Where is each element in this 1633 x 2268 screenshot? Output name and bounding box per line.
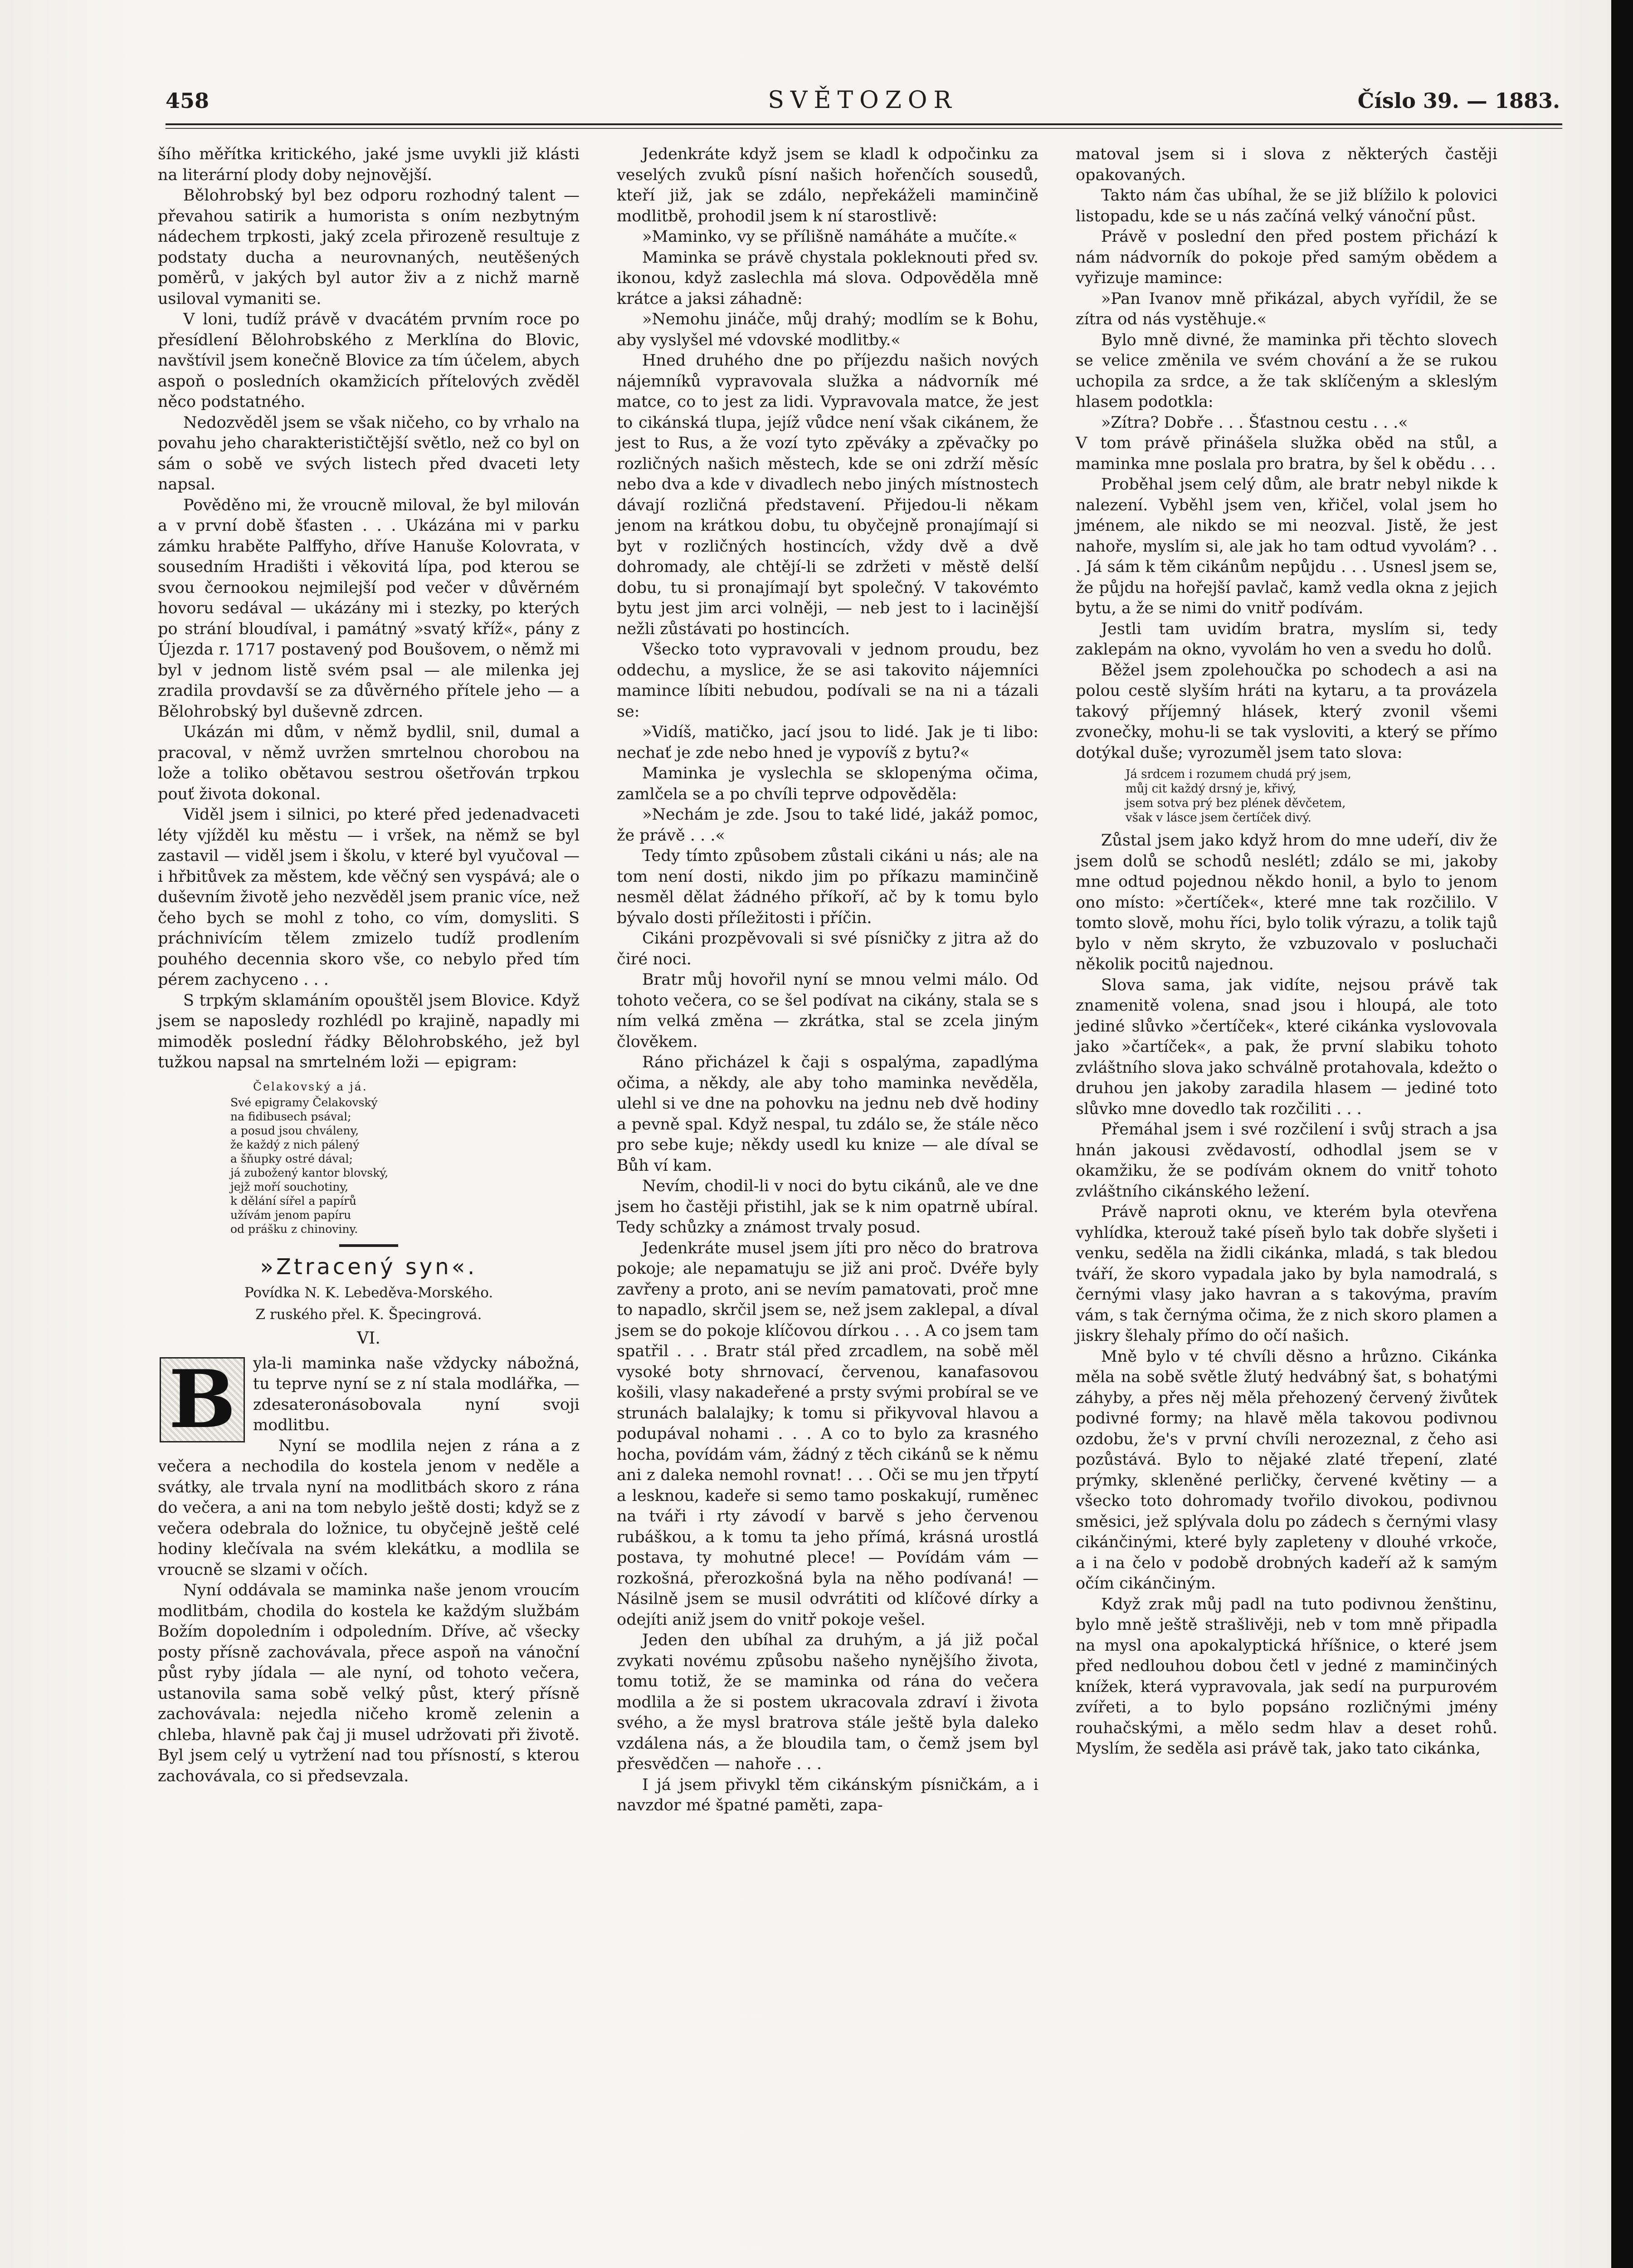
paragraph: »Nechám je zde. Jsou to také lidé, jakáž pomoc, že právě . . .« [617,806,1038,845]
epigram [230,1080,580,1236]
chapter-number: VI. [357,1329,380,1348]
column-3 [1076,144,1497,1760]
paragraph: Maminka je vyslechla se sklopenýma očima, zamlčela se a po chvíli teprve odpověděla: [617,764,1038,803]
epigram-line: a posud jsou chváleny, [230,1124,359,1137]
paragraph: Právě v poslední den před postem přichází k nám nádvorník do pokoje před samým obědem a vyřizuje mamince: [1076,228,1497,287]
paragraph: Všecko toto vypravovali v jednom proudu, bez oddechu, a myslice, že se asi takovito nájemníci mamince líbiti nebudou, podívali se na ni a tázali se: [617,640,1038,721]
paragraph: Nevím, chodil-li v noci do bytu cikánů, ale ve dne jsem ho častěji přistihl, jak se k nim opatrně ubíral. Tedy schůzky a známost trvaly posud. [617,1177,1038,1237]
paragraph: Běžel jsem zpolehoučka po schodech a asi na polou cestě slyším hráti na kytaru, a ta provázela takový příjemný hlásek, který zvonil všemi zvonečky, mohu-li se tak vysloviti, a který se přímo dotýkal duše; vyrozuměl jsem tato slova: [1076,661,1497,762]
verse-line: však v lásce jsem čertíček divý. [1126,811,1311,825]
header-rule-thin [166,128,1562,129]
paragraph: Bylo mně divné, že maminka při těchto slovech se velice změnila ve svém chování a že se rukou uchopila za srdce, a že tak sklíčeným a skleslým hlasem podotkla: [1076,331,1497,411]
epigram-title: Čelakovský a já. [253,1080,368,1093]
paragraph: yla-li maminka naše vždycky nábožná, tu teprve nyní se z ní stala modlářka, — zdesateronásobovala nyní svoji modlitbu. [253,1354,580,1434]
paragraph: »Vidíš, matičko, jací jsou to lidé. Jak je ti libo: nechať je zde nebo hned je vypovíš z bytu?« [617,723,1038,762]
paragraph: Ukázán mi dům, v němž bydlil, snil, dumal a pracoval, v němž uvržen smrtelnou chorobou na lože a toliko obětavou sestrou ošetřován trpkou pouť života dokonal. [158,723,580,803]
verse-line: jsem sotva prý bez plének děvčetem, [1126,797,1346,810]
paragraph: Přemáhal jsem i své rozčilení i svůj strach a jsa hnán jakousi zvědavostí, odhodlal jsem se v okamžiku, že se podívám oknem do vnitř tohoto zvláštního cikánského ležení. [1076,1120,1497,1201]
paragraph: Cikáni prozpěvovali si své písničky z jitra až do čiré noci. [617,929,1038,968]
paragraph: Bělohrobský byl bez odporu rozhodný talent — převahou satirik a humorista s oním nezbytným nádechem trpkosti, jaký zcela přirozeně resultuje z podstaty ducha a neurovnaných, neutěšených poměrů, v jakých byl autor živ a z nichž marně usiloval vymaniti se. [158,186,580,308]
epigram-line: já zubožený kantor blovský, [230,1166,389,1179]
issue-number: Číslo 39. — 1883. [1357,88,1560,113]
paragraph: Zůstal jsem jako když hrom do mne udeří, div že jsem dolů se schodů neslétl; zdálo se mi, jakoby mne odtud pojednou někdo honil, a bylo to jenom ono místo: »čertíček«, které mne tak rozčililo. V tomto slově, mohu říci, bylo tolik výrazu, a tolik tajů bylo v něm skryto, že vzbuzovalo v posluchači několik pocitů najednou. [1076,831,1497,973]
paragraph: Tedy tímto způsobem zůstali cikáni u nás; ale na tom není dosti, nikdo jim po příkazu maminčině nesměl dělat žádného příkoří, ač by k tomu bylo bývalo dosti příležitosti i příčin. [617,847,1038,927]
epigram-line: jejž moří souchotiny, [230,1180,349,1193]
paragraph: »Nemohu jináče, můj drahý; modlím se k Bohu, aby vyslyšel mé vdovské modlitby.« [617,310,1038,349]
paragraph: »Zítra? Dobře . . . Šťastnou cestu . . .« [1101,413,1408,432]
paragraph: Viděl jsem i silnici, po které před jedenadvaceti léty vjížděl ku městu — i vršek, na němž se byl zastavil — viděl jsem i školu, v které byl vyučoval — i hřbitůvek za městem, kde věčný sen vyspává; ale o duševním životě jeho nezvěděl jsem pranic více, než čeho bych se mohl z toho, co vím, domysliti. S práchnivícím tělem zmizelo tudíž prodlením pouhého decennia skoro vše, co nebylo před tím pérem zachyceno . . . [158,806,580,989]
page-header [166,88,1560,119]
epigram-line: a šňupky ostré dával; [230,1152,353,1165]
paragraph: Jedenkráte musel jsem jíti pro něco do bratrova pokoje; ale nepamatuju se již ani proč. Dvéře byly zavřeny a proto, ani se nevím pamatovati, proč mne to napadlo, skrčil jsem se, než jsem zaklepal, a díval jsem se do pokoje klíčovou dírkou . . . A co jsem tam spatřil . . . Bratr stál před zrcadlem, na sobě měl vysoké boty shrnovací, červenou, kanafasovou košili, vlasy nakadeřené a prsty svými probíral se ve strunách balalajky; k tomu si přikyvoval hlavou a podupával nohami . . . A co to bylo za krasného hocha, povídám vám, žádný z těch cikánů se k němu ani z daleka nemohl rovnat! . . . Oči se mu jen třpytí a lesknou, kadeře si semo tamo poskakují, ruměnec na tváři i rty závodí v barvě s jeho červenou rubáškou, a k tomu ta jeho přímá, krásná urostlá postava, ty mohutné plece! — Povídám vám — rozkošná, přerozkošná byla na něho podívaná! — Násilně jsem se musil odvrátiti od klíčové dírky a odejíti aniž jsem do vnitř pokoje vešel. [617,1239,1038,1629]
paragraph: Mně bylo v té chvíli děsno a hrůzno. Cikánka měla na sobě světle žlutý hedvábný šat, s bohatými záhyby, a přes něj měla přehozený červený živůtek podivné formy; na hlavě měla takovou podivnou ozdobu, že's v první chvíli nerozeznal, z čeho asi pozůstává. Bylo to nějaké zlaté třepení, zlaté prýmky, skleněné perličky, červené květiny — a všecko toto dohromady tvořilo divokou, podivnou směsici, jež splývala dolu po zádech s černými vlasy cikánčinými, které byly zapleteny v dlouhé vrkoče, a i na čelo v podobě drobných kadeří až k samým očím cikánčiným. [1076,1347,1497,1593]
story-translator: Z ruského přel. K. Špecingrová. [255,1306,482,1323]
verse-line: Já srdcem i rozumem chudá prý jsem, [1126,767,1351,781]
epigram-line: užívám jenom papíru [230,1208,351,1222]
paragraph: Jedenkráte když jsem se kladl k odpočinku za veselých zvuků písní našich hořenčích sousedů, kteří již, jak se zdálo, nepřekáželi maminčině modlitbě, prohodil jsem k ní starostlivě: [617,145,1038,225]
paragraph: Když zrak můj padl na tuto podivnou ženštinu, bylo mně ještě strašlivěji, neb v tom mně připadla na mysl ona apokalyptická hříšnice, o které jsem před nedlouhou dobou četl v jedné z maminčiných knížek, která vypravovala, jak sedí na purpurovém zvířeti, a to bylo popsáno rozličnými jmény rouhačskými, a mělo sedm hlav a deset rohů. Myslím, že seděla asi právě tak, jako tato cikánka, [1076,1595,1497,1758]
paragraph: »Pan Ivanov mně přikázal, abych vyřídil, že se zítra od nás vystěhuje.« [1076,289,1497,328]
paragraph: Nyní se modlila nejen z rána a z večera a nechodila do kostela jenom v neděle a svátky, ale trvala nyní na modlitbách skoro z rána do večera, a ani na tom nebylo ještě dosti; když se z večera odebrala do ložnice, tu obyčejně ještě celé hodiny klečívala na svém klekátku, a modlila se vroucně se slzami v očích. [158,1437,580,1579]
paragraph: V loni, tudíž právě v dvacátém prvním roce po přesídlení Bělohrobského z Merklína do Blovic, navštívil jsem konečně Blovice za tím účelem, abych aspoň o posledních okamžicích přítelových zvěděl něco podstatného. [158,310,580,411]
paragraph: Maminka se právě chystala pokleknouti před sv. ikonou, když zaslechla má slova. Odpověděla mně krátce a jaksi záhadně: [617,248,1038,308]
paragraph: I já jsem přivykl těm cikánským písničkám, a i navzdor mé špatné paměti, zapa- [617,1775,1038,1814]
song-verse [1126,767,1497,825]
epigram-line: Své epigramy Čelakovský [230,1095,378,1109]
paragraph: »Maminko, vy se přílišně namáháte a mučíte.« [642,228,1018,246]
paragraph: Nedozvěděl jsem se však ničeho, co by vrhalo na povahu jeho charakterističtější světlo, než co byl on sám o sobě ve svých listech před dvaceti lety napsal. [158,413,580,494]
paragraph: Takto nám čas ubíhal, že se již blížilo k polovici listopadu, kde se u nás začíná velký vánoční půst. [1076,186,1497,225]
paragraph: Bratr můj hovořil nyní se mnou velmi málo. Od tohoto večera, co se šel podívat na cikány, stala se s ním velká změna — zkrátka, stal se zcela jiným člověkem. [617,971,1038,1051]
section-separator [339,1244,398,1247]
header-rule [166,123,1562,125]
paragraph: šího měřítka kritického, jaké jsme uvykli již klásti na literární plody doby nejnovější. [158,145,580,184]
paragraph: Nyní oddávala se maminka naše jenom vroucím modlitbám, chodila do kostela ke každým službám Božím dopoledním i odpoledním. Dříve, ač všecky posty přísně zachovávala, přece aspoň na vánoční půst ryby jídala — ale nyní, od tohoto večera, ustanovila sama sobě velký půst, který přísně zachovávala: nejedla ničeho kromě zelenin a chleba, hlavně pak čaj ji musel udržovati při životě. Byl jsem celý u vytržení nad tou přísností, s kterou zachovávala, co si předsevzala. [158,1581,580,1785]
masthead-title: SVĚTOZOR [768,87,958,114]
paragraph: Jeden den ubíhal za druhým, a já již počal zvykati novému způsobu našeho nynějšího života, tomu totiž, že se maminka od rána do večera modlila a že si postem ukracovala zdraví i života svého, a že mysl bratrova stále ještě byla daleko vzdálena nás, a že bloudila tam, o čemž jsem byl přesvědčen — nahoře . . . [617,1631,1038,1773]
paragraph: S trpkým sklamáním opouštěl jsem Blovice. Když jsem se naposledy rozhlédl po krajině, napadly mi mimoděk poslední řádky Bělohrobského, jež byl tužkou napsal na smrtelném loži — epigram: [158,991,580,1071]
column-2 [617,144,1038,1816]
paragraph: Právě naproti oknu, ve kterém byla otevřena vyhlídka, kterouž také píseň bylo tak dobře slyšeti i venku, seděla na židli cikánka, mladá, s tak bledou tváří, že skoro vypadala jako by byla namodralá, s černými vlasy jako havran a s takovýma, pravím vám, s tak černýma očima, že z nich skoro plamen a jiskry šlehaly přímo do očí našich. [1076,1203,1497,1345]
story-byline: Povídka N. K. Lebeděva-Morského. [244,1285,493,1301]
page-number: 458 [166,88,210,113]
drop-cap-initial: B [160,1357,245,1442]
paragraph: Slova sama, jak vidíte, nejsou právě tak znamenitě volena, snad jsou i hloupá, ale toto jediné slůvko »čertíček«, které cikánka vyslovovala jako »čartíček«, a pak, že první slabiku tohoto zvláštního slova jako schválně protahovala, kdežto o druhou jen jakoby zaradila hlasem — jediné toto slůvko mne dovedlo tak rozčiliti . . . [1076,976,1497,1118]
epigram-line: na fidibusech psával; [230,1110,351,1123]
scan-edge [1611,0,1633,2268]
paragraph: Ráno přicházel k čaji s ospalýma, zapadlýma očima, a někdy, ale aby toho maminka nevěděla, ulehl si ve dne na pohovku na jednu neb dvě hodiny a pevně spal. Když nespal, tu zdálo se, že stále něco pro sebe kuje; někdy usedl ku knize — ale díval se Bůh ví kam. [617,1053,1038,1175]
story-title: »Ztracený syn«. [260,1254,478,1280]
paragraph: Proběhal jsem celý dům, ale bratr nebyl nikde k nalezení. Vyběhl jsem ven, křičel, volal jsem ho jménem, ale nikdo se mi neozval. Jistě, že jest nahoře, myslím si, ale jak ho tam odtud vyvolám? . . . Já sám k těm cikánům nepůjdu . . . Usnesl jsem se, že půjdu na hořejší pavlač, kamž vedla okna z jejich bytu, a že se nimi do vnitř podívám. [1076,475,1497,617]
column-1 [158,144,580,1787]
epigram-line: že každý z nich pálený [230,1138,360,1151]
paragraph: Hned druhého dne po příjezdu našich nových nájemníků vypravovala služka a nádvorník mé matce, co to jest za lidi. Vypravovala matce, že jest to cikánská tlupa, jejíž vůdce není však cikánem, že jest to Rus, a že vozí tyto zpěváky a zpěvačky po rozličných našich městech, kde se oni zdrží měsíc nebo dva a kde v divadlech nebo jiných místnostech dávají rozličná představení. Přijedou-li někam jenom na krátkou dobu, tu obyčejně pronajímají si byt v rozličných hostincích, vždy dvě a dvě dohromady, ale chtějí-li se zdržeti v městě delší dobu, tu si pronajímají byt společný. V takovémto bytu jest jim arci volněji, — neb jest to i lacinější nežli zůstávati po hostincích. [617,352,1038,638]
paragraph: Pověděno mi, že vroucně miloval, že byl milován a v první době šťasten . . . Ukázána mi v parku zámku hraběte Palffyho, dříve Hanuše Kolovrata, v sousedním Hradišti i věkovitá lípa, pod kterou se svou černookou nejmilejší pod večer v důvěrném hovoru sedával — ukázány mi i stezky, po kterých po strání bloudíval, i památný »svatý kříž«, pány z Újezda r. 1717 postavený pod Boušovem, o němž mi byl v jednom listě svém psal — ale milenka jej zradila provdavší se za důvěrného přítele jeho — a Bělohrobský byl duševně zdrcen. [158,496,580,721]
paragraph: Jestli tam uvidím bratra, myslím si, tedy zaklepám na okno, vyvolám ho ven a svedu ho dolů. [1076,620,1497,659]
paragraph: matoval jsem si i slova z některých častěji opakovaných. [1076,145,1497,184]
epigram-line: k dělání sířel a papírů [230,1194,357,1207]
paragraph: V tom právě přinášela služka oběd na stůl, a maminka mne poslala pro bratra, by šel k obědu . . . [1076,434,1497,473]
epigram-line: od prášku z chinoviny. [230,1222,358,1236]
verse-line: můj cit každý drsný je, křivý, [1126,782,1297,796]
